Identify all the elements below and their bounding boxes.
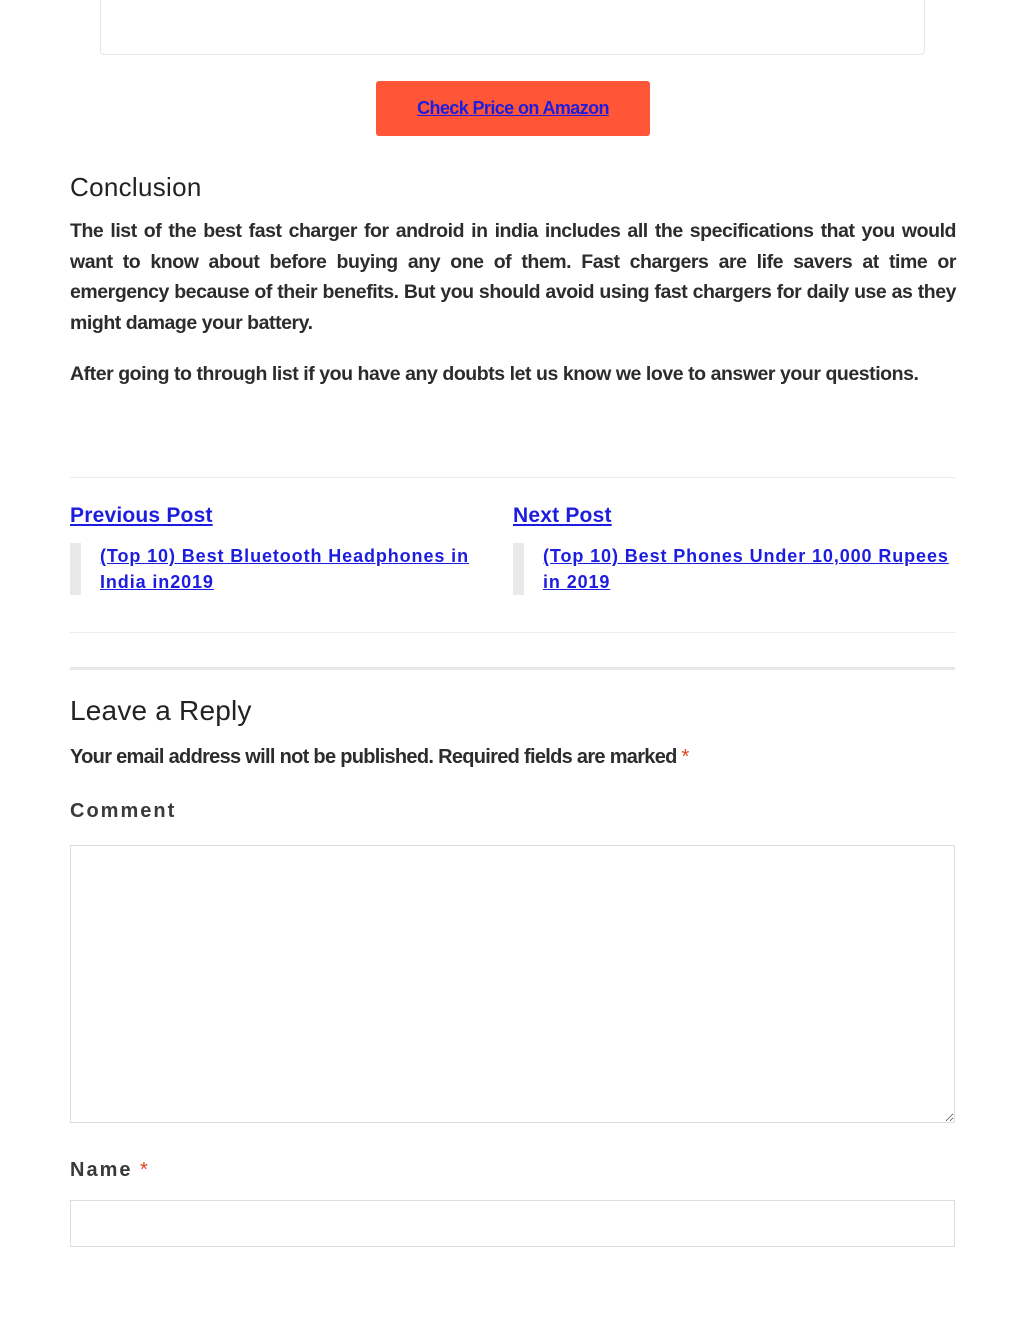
next-post-nav bbox=[513, 504, 953, 595]
comment-label: Comment bbox=[70, 800, 177, 822]
required-mark: * bbox=[140, 1159, 150, 1181]
divider bbox=[70, 477, 955, 478]
previous-post-nav bbox=[70, 504, 510, 595]
conclusion-heading: Conclusion bbox=[70, 172, 202, 202]
divider bbox=[70, 632, 955, 633]
product-box-bottom bbox=[100, 0, 925, 55]
conclusion-paragraph-2: After going to through list if you have any doubts let us know we love to answer your questions. bbox=[70, 363, 919, 385]
name-label: Name bbox=[70, 1159, 133, 1181]
comment-notes bbox=[70, 746, 689, 769]
name-field[interactable] bbox=[70, 1200, 955, 1247]
comment-notes-text: Your email address will not be published. Required fields are marked bbox=[70, 746, 677, 768]
name-label-wrap bbox=[70, 1159, 150, 1182]
quote-bar bbox=[513, 543, 524, 595]
leave-reply-heading: Leave a Reply bbox=[70, 695, 252, 726]
comment-field[interactable] bbox=[70, 845, 955, 1123]
check-price-label: Check Price on Amazon bbox=[417, 98, 609, 118]
section-divider bbox=[70, 667, 955, 670]
next-post-link[interactable]: Next Post bbox=[513, 504, 612, 527]
conclusion-paragraph-1: The list of the best fast charger for android in india includes all the specifications that you would want to know about before buying any one of them. Fast chargers are life savers at time or emergency because of their benefits. But you should avoid using fast chargers for daily use as they might damage your battery. bbox=[70, 220, 956, 334]
quote-bar bbox=[70, 543, 81, 595]
check-price-button[interactable] bbox=[376, 81, 650, 136]
required-mark: * bbox=[681, 746, 689, 768]
previous-post-link[interactable]: Previous Post bbox=[70, 504, 213, 527]
next-post-title-link[interactable]: (Top 10) Best Phones Under 10,000 Rupees in 2019 bbox=[543, 546, 949, 592]
previous-post-title-link[interactable]: (Top 10) Best Bluetooth Headphones in India in2019 bbox=[100, 546, 469, 592]
